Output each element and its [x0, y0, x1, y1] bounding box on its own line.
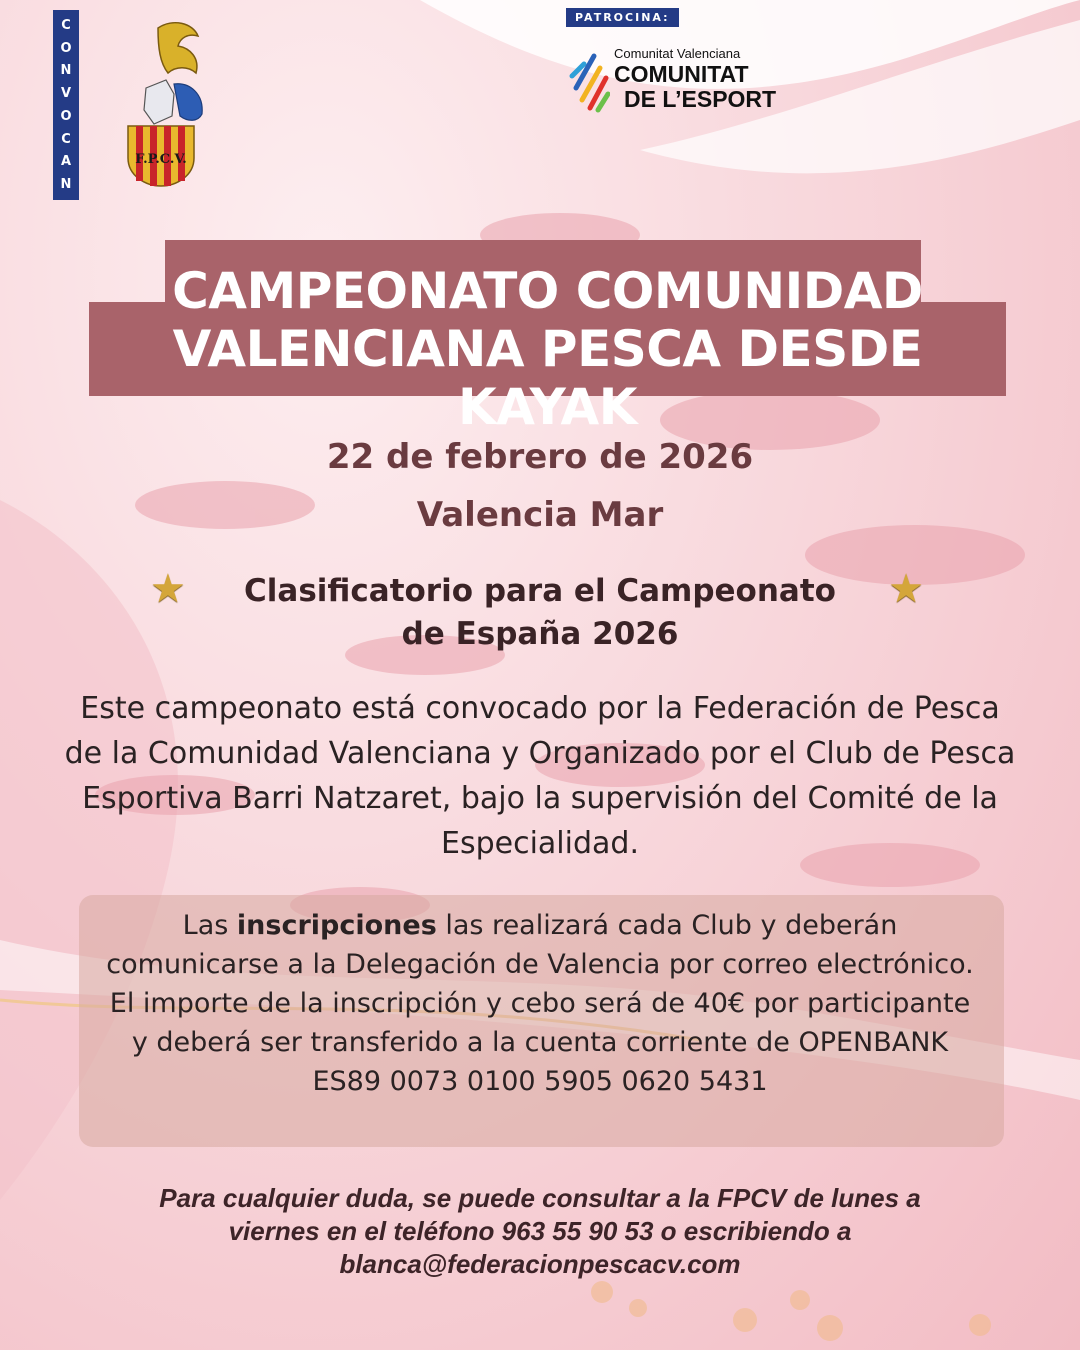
event-info [0, 428, 1080, 544]
convocan-letter: N [60, 177, 72, 193]
event-place: Valencia Mar [416, 495, 664, 535]
star-icon: ★ [150, 566, 186, 612]
contact-email[interactable]: blanca@federacionpescacv.com [339, 1249, 741, 1279]
description-paragraph: Este campeonato está convocado por la Federación de Pesca de la Comunidad Valenciana y Organizado por el Club de Pesca Esportiva Barri Natzaret, bajo la supervisión del Comité de la Especialidad. [64, 691, 1016, 861]
title-line-1: CAMPEONATO COMUNIDAD [172, 262, 923, 320]
classification-note [150, 566, 930, 656]
convocan-letter: C [61, 17, 71, 33]
convocan-letter: O [60, 40, 72, 56]
star-icon: ★ [888, 566, 924, 612]
convocan-letter: N [60, 63, 72, 79]
inscriptions-rest: las realizará cada Club y deberán comunicarse a la Delegación de Valencia por correo electrónico. [106, 910, 974, 980]
convocan-letter: A [60, 154, 72, 170]
event-date: 22 de febrero de 2026 [326, 437, 754, 477]
inscriptions-prefix: Las [182, 910, 237, 941]
contact-note [90, 1182, 990, 1281]
sponsor-label: PATROCINA: [566, 8, 679, 27]
inscriptions-text [100, 906, 980, 1101]
crest-initials: F.P.C.V. [135, 152, 187, 167]
classification-line-2: de España 2026 [401, 616, 679, 652]
inscriptions-keyword: inscripciones [236, 910, 437, 941]
convocan-letter: O [60, 108, 72, 124]
sponsor-line-2: COMUNITAT [614, 61, 749, 87]
title-line-2: VALENCIANA PESCA DESDE KAYAK [172, 320, 923, 436]
contact-line-1: Para cualquier duda, se puede consultar a la FPCV de lunes a [159, 1183, 921, 1213]
convocan-letter: C [61, 131, 71, 147]
esport-stripes-icon [568, 48, 610, 114]
sponsor-line-3: DE L’ESPORT [624, 86, 777, 112]
sponsor-logo [568, 44, 788, 124]
contact-line-2: viernes en el teléfono 963 55 90 53 o escribiendo a [228, 1216, 852, 1246]
classification-line-1: Clasificatorio para el Campeonato [244, 573, 836, 609]
page-title [89, 262, 1006, 436]
convocan-letter: V [60, 86, 72, 102]
fpcv-crest-logo [118, 18, 218, 188]
convocan-badge [53, 10, 79, 200]
inscriptions-fee: El importe de la inscripción y cebo será de 40€ por participante y deberá ser transferido a la cuenta corriente de OPENBANK ES89 0073 0100 5905 0620 5431 [109, 988, 971, 1097]
sponsor-line-1: Comunitat Valenciana [614, 46, 741, 61]
